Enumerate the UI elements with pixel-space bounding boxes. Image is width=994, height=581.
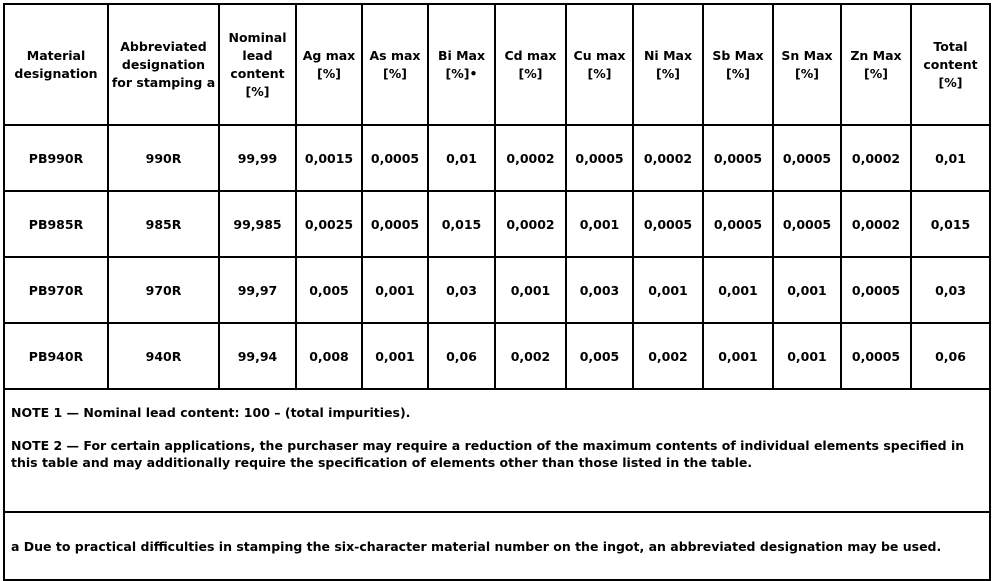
table-cell: 0,0002 — [495, 191, 566, 257]
table-cell: 0,001 — [633, 257, 703, 323]
table-cell: 0,03 — [911, 257, 990, 323]
table-cell: 0,001 — [703, 257, 773, 323]
table-cell: 0,002 — [495, 323, 566, 389]
table-cell: 0,06 — [428, 323, 495, 389]
table-row — [4, 191, 990, 257]
table-row — [4, 125, 990, 191]
table-cell: 0,0005 — [841, 323, 911, 389]
table-cell: 0,003 — [566, 257, 633, 323]
header-cell: Zn Max [%] — [841, 4, 911, 125]
header-cell: Ni Max [%] — [633, 4, 703, 125]
header-cell: Cd max [%] — [495, 4, 566, 125]
table-cell: 99,94 — [219, 323, 296, 389]
table-cell: 0,0002 — [841, 125, 911, 191]
notes-row — [4, 389, 990, 512]
table-row — [4, 323, 990, 389]
header-cell: Bi Max [%]• — [428, 4, 495, 125]
table-cell: 0,0005 — [703, 125, 773, 191]
note-1: NOTE 1 — Nominal lead content: 100 – (total impurities). — [11, 405, 411, 420]
table-cell: 0,0005 — [703, 191, 773, 257]
table-cell: 0,001 — [773, 323, 841, 389]
table-cell: 0,0002 — [841, 191, 911, 257]
table-cell: 0,005 — [296, 257, 362, 323]
header-cell: Cu max [%] — [566, 4, 633, 125]
header-cell: Total content [%] — [911, 4, 990, 125]
header-cell: Material designation — [4, 4, 108, 125]
footnote-row — [4, 512, 990, 580]
table-cell: 99,99 — [219, 125, 296, 191]
table-cell: PB990R — [4, 125, 108, 191]
footnote-a: a Due to practical difficulties in stamping the six-character material number on the ingot, an abbreviated designation may be used. — [4, 512, 990, 580]
table-cell: 0,015 — [911, 191, 990, 257]
table-cell: 0,0005 — [773, 191, 841, 257]
table-cell: 970R — [108, 257, 219, 323]
table-cell: 0,0005 — [841, 257, 911, 323]
notes-cell — [4, 389, 990, 512]
table-cell: PB940R — [4, 323, 108, 389]
table-cell: PB985R — [4, 191, 108, 257]
table-row — [4, 257, 990, 323]
table-cell: 0,01 — [911, 125, 990, 191]
note-2: NOTE 2 — For certain applications, the purchaser may require a reduction of the maximum contents of individual elements specified in this table and may additionally require the specification of elements other than those listed in the table. — [11, 438, 965, 470]
table-cell: 0,001 — [703, 323, 773, 389]
table-cell: 0,001 — [495, 257, 566, 323]
header-cell: As max [%] — [362, 4, 428, 125]
table-cell: 0,06 — [911, 323, 990, 389]
table-cell: 990R — [108, 125, 219, 191]
table-cell: 0,001 — [362, 257, 428, 323]
lead-composition-table — [3, 3, 991, 581]
table-cell: 940R — [108, 323, 219, 389]
header-row — [4, 4, 990, 125]
table-cell: 0,0005 — [633, 191, 703, 257]
table-cell: 0,0002 — [495, 125, 566, 191]
table-cell: 0,001 — [773, 257, 841, 323]
table-cell: 0,001 — [566, 191, 633, 257]
table-cell: 0,0015 — [296, 125, 362, 191]
table-cell: 99,97 — [219, 257, 296, 323]
table-cell: 0,0005 — [773, 125, 841, 191]
table-cell: 0,01 — [428, 125, 495, 191]
table-cell: 0,002 — [633, 323, 703, 389]
table-cell: 0,03 — [428, 257, 495, 323]
table-cell: 0,008 — [296, 323, 362, 389]
header-cell: Abbreviated designation for stamping a — [108, 4, 219, 125]
header-cell: Sn Max [%] — [773, 4, 841, 125]
table-cell: 99,985 — [219, 191, 296, 257]
header-cell: Sb Max [%] — [703, 4, 773, 125]
table-cell: 985R — [108, 191, 219, 257]
table-cell: 0,005 — [566, 323, 633, 389]
table-cell: 0,015 — [428, 191, 495, 257]
header-cell: Nominal lead content [%] — [219, 4, 296, 125]
table-cell: 0,001 — [362, 323, 428, 389]
header-cell: Ag max [%] — [296, 4, 362, 125]
table-cell: 0,0005 — [566, 125, 633, 191]
table-cell: 0,0002 — [633, 125, 703, 191]
table-cell: 0,0005 — [362, 191, 428, 257]
table-cell: PB970R — [4, 257, 108, 323]
table-cell: 0,0005 — [362, 125, 428, 191]
table-cell: 0,0025 — [296, 191, 362, 257]
